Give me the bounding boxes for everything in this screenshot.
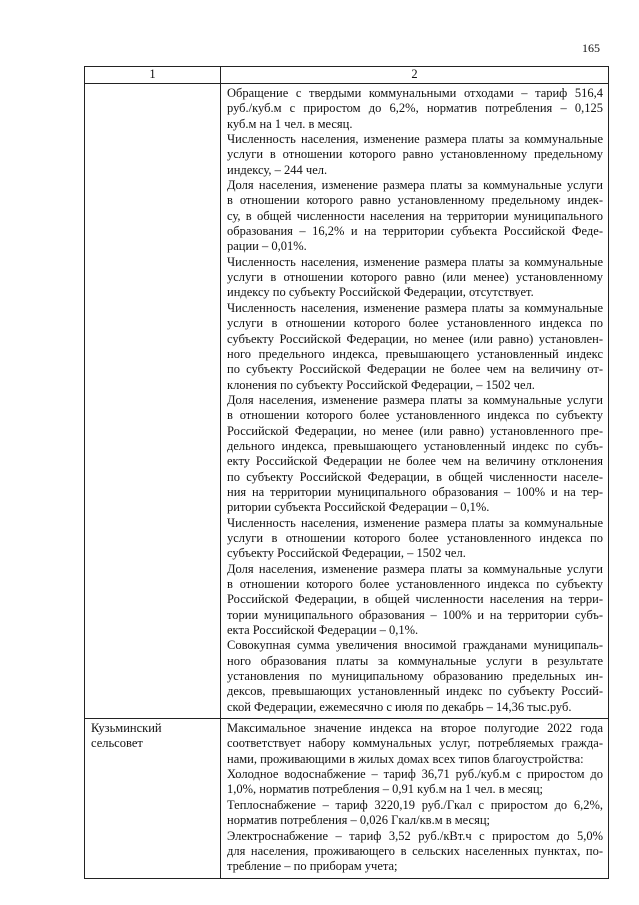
text-line: в отношении которого более установленного индекса по субъекту <box>227 408 603 423</box>
text-line: ния на территории муниципального образования – 100% и на тер- <box>227 484 603 499</box>
text-line: екта Российской Федерации – 0,1%. <box>227 623 419 638</box>
text-line: клонения по субъекту Российской Федерации, – 1502 чел. <box>227 377 535 392</box>
text-line: Максимальное значение индекса на второе полугодие 2022 года <box>227 721 603 736</box>
description-cell <box>221 719 609 878</box>
text-line: услуги в отношении которого равно (или менее) установленному <box>227 270 603 285</box>
municipality-cell <box>85 84 221 719</box>
text-line: Российской Федерации, в общей численности населения на терри- <box>227 592 603 607</box>
text-line: услуги в отношении которого равно установленному предельному <box>227 147 603 162</box>
text-line: ного образования платы за коммунальные услуги в результате <box>227 653 603 668</box>
text-line: услуги в отношении которого более установленного индекса по <box>227 316 603 331</box>
text-line: Численность населения, изменение размера платы за коммунальные <box>227 300 603 315</box>
text-line: в отношении которого равно установленному предельному индек- <box>227 193 603 208</box>
text-line: образования – 16,2% и на территории субъекта Российской Феде- <box>227 224 603 239</box>
text-line: по субъекту Российской Федерации, в общей численности населе- <box>227 469 603 484</box>
text-line: Совокупная сумма увеличения вносимой гражданами муниципаль- <box>227 638 603 653</box>
text-line: дексов, превышающих установленный индекс по субъекту Россий- <box>227 684 603 699</box>
table-row <box>85 84 609 719</box>
text-line: индексу по субъекту Российской Федерации, отсутствует. <box>227 285 534 300</box>
text-line: Российской Федерации, но менее (или равно) установленного пре- <box>227 423 603 438</box>
text-line: ритории субъекта Российской Федерации – 0,1%. <box>227 500 490 515</box>
table-header-row <box>85 67 609 84</box>
tariff-table <box>84 66 609 879</box>
text-line: услуги в отношении которого более установленного индекса по <box>227 530 603 545</box>
text-line: куб.м на 1 чел. в месяц. <box>227 116 353 131</box>
text-line: дельного индекса, превышающего установленный индекс по субъ- <box>227 438 603 453</box>
municipality-name-line: сельсовет <box>91 736 143 751</box>
text-line: в отношении которого более установленного индекса по субъекту <box>227 577 603 591</box>
text-line: по субъекту Российской Федерации не более чем на величину от- <box>227 362 603 377</box>
municipality-name-line: Кузьминский <box>91 721 162 736</box>
text-line: ской Федерации, ежемесячно с июля по декабрь – 14,36 тыс.руб. <box>227 699 572 714</box>
text-line: Электроснабжение – тариф 3,52 руб./кВт.ч с приростом до 5,0% <box>227 828 603 843</box>
header-col-2: 2 <box>221 67 609 84</box>
text-line: руб./куб.м с приростом до 6,2%, норматив потребления – 0,125 <box>227 101 603 116</box>
page-number: 165 <box>582 41 600 55</box>
text-line: норматив потребления – 0,026 Гкал/кв.м в месяц; <box>227 813 491 828</box>
text-line: требление – по приборам учета; <box>227 859 398 874</box>
text-line: для населения, проживающего в сельских населенных пунктах, по- <box>227 843 603 858</box>
text-line: Доля населения, изменение размера платы за коммунальные услуги <box>227 178 603 193</box>
text-line: нами, проживающими в жилых домах всех типов благоустройства: <box>227 751 584 766</box>
text-line: ного предельного индекса, превышающего установленный индекс <box>227 346 603 361</box>
text-line: соответствует набору коммунальных услуг, потребляемых гражда- <box>227 736 603 751</box>
text-line: Доля населения, изменение размера платы за коммунальные услуги <box>227 392 603 407</box>
text-line: субъекту Российской Федерации, – 1502 чел. <box>227 546 466 561</box>
text-line: индексу, – 244 чел. <box>227 162 328 177</box>
text-line: Численность населения, изменение размера платы за коммунальные <box>227 132 603 147</box>
table-row <box>85 719 609 878</box>
municipality-cell <box>85 719 221 878</box>
text-line: рации – 0,01%. <box>227 239 307 254</box>
text-line: Доля населения, изменение размера платы за коммунальные услуги <box>227 561 603 576</box>
text-line: установления по муниципальному образованию предельных ин- <box>227 669 603 684</box>
header-col-1: 1 <box>85 67 221 84</box>
text-line: су, в общей численности населения на территории муниципального <box>227 208 603 223</box>
text-line: субъекту Российской Федерации, но менее (или равно) установлен- <box>227 331 603 346</box>
text-line: тории муниципального образования – 100% и на территории субъ- <box>227 607 603 622</box>
text-line: Теплоснабжение – тариф 3220,19 руб./Гкал с приростом до 6,2%, <box>227 797 603 812</box>
text-line: Обращение с твердыми коммунальными отходами – тариф 516,4 <box>227 86 603 100</box>
text-line: Численность населения, изменение размера платы за коммунальные <box>227 254 603 269</box>
description-cell <box>221 84 609 719</box>
text-line: Численность населения, изменение размера платы за коммунальные <box>227 515 603 530</box>
text-line: Холодное водоснабжение – тариф 36,71 руб./куб.м с приростом до <box>227 767 603 782</box>
text-line: 1,0%, норматив потребления – 0,91 куб.м на 1 чел. в месяц; <box>227 782 543 797</box>
text-line: екту Российской Федерации не более чем на величину отклонения <box>227 454 603 469</box>
